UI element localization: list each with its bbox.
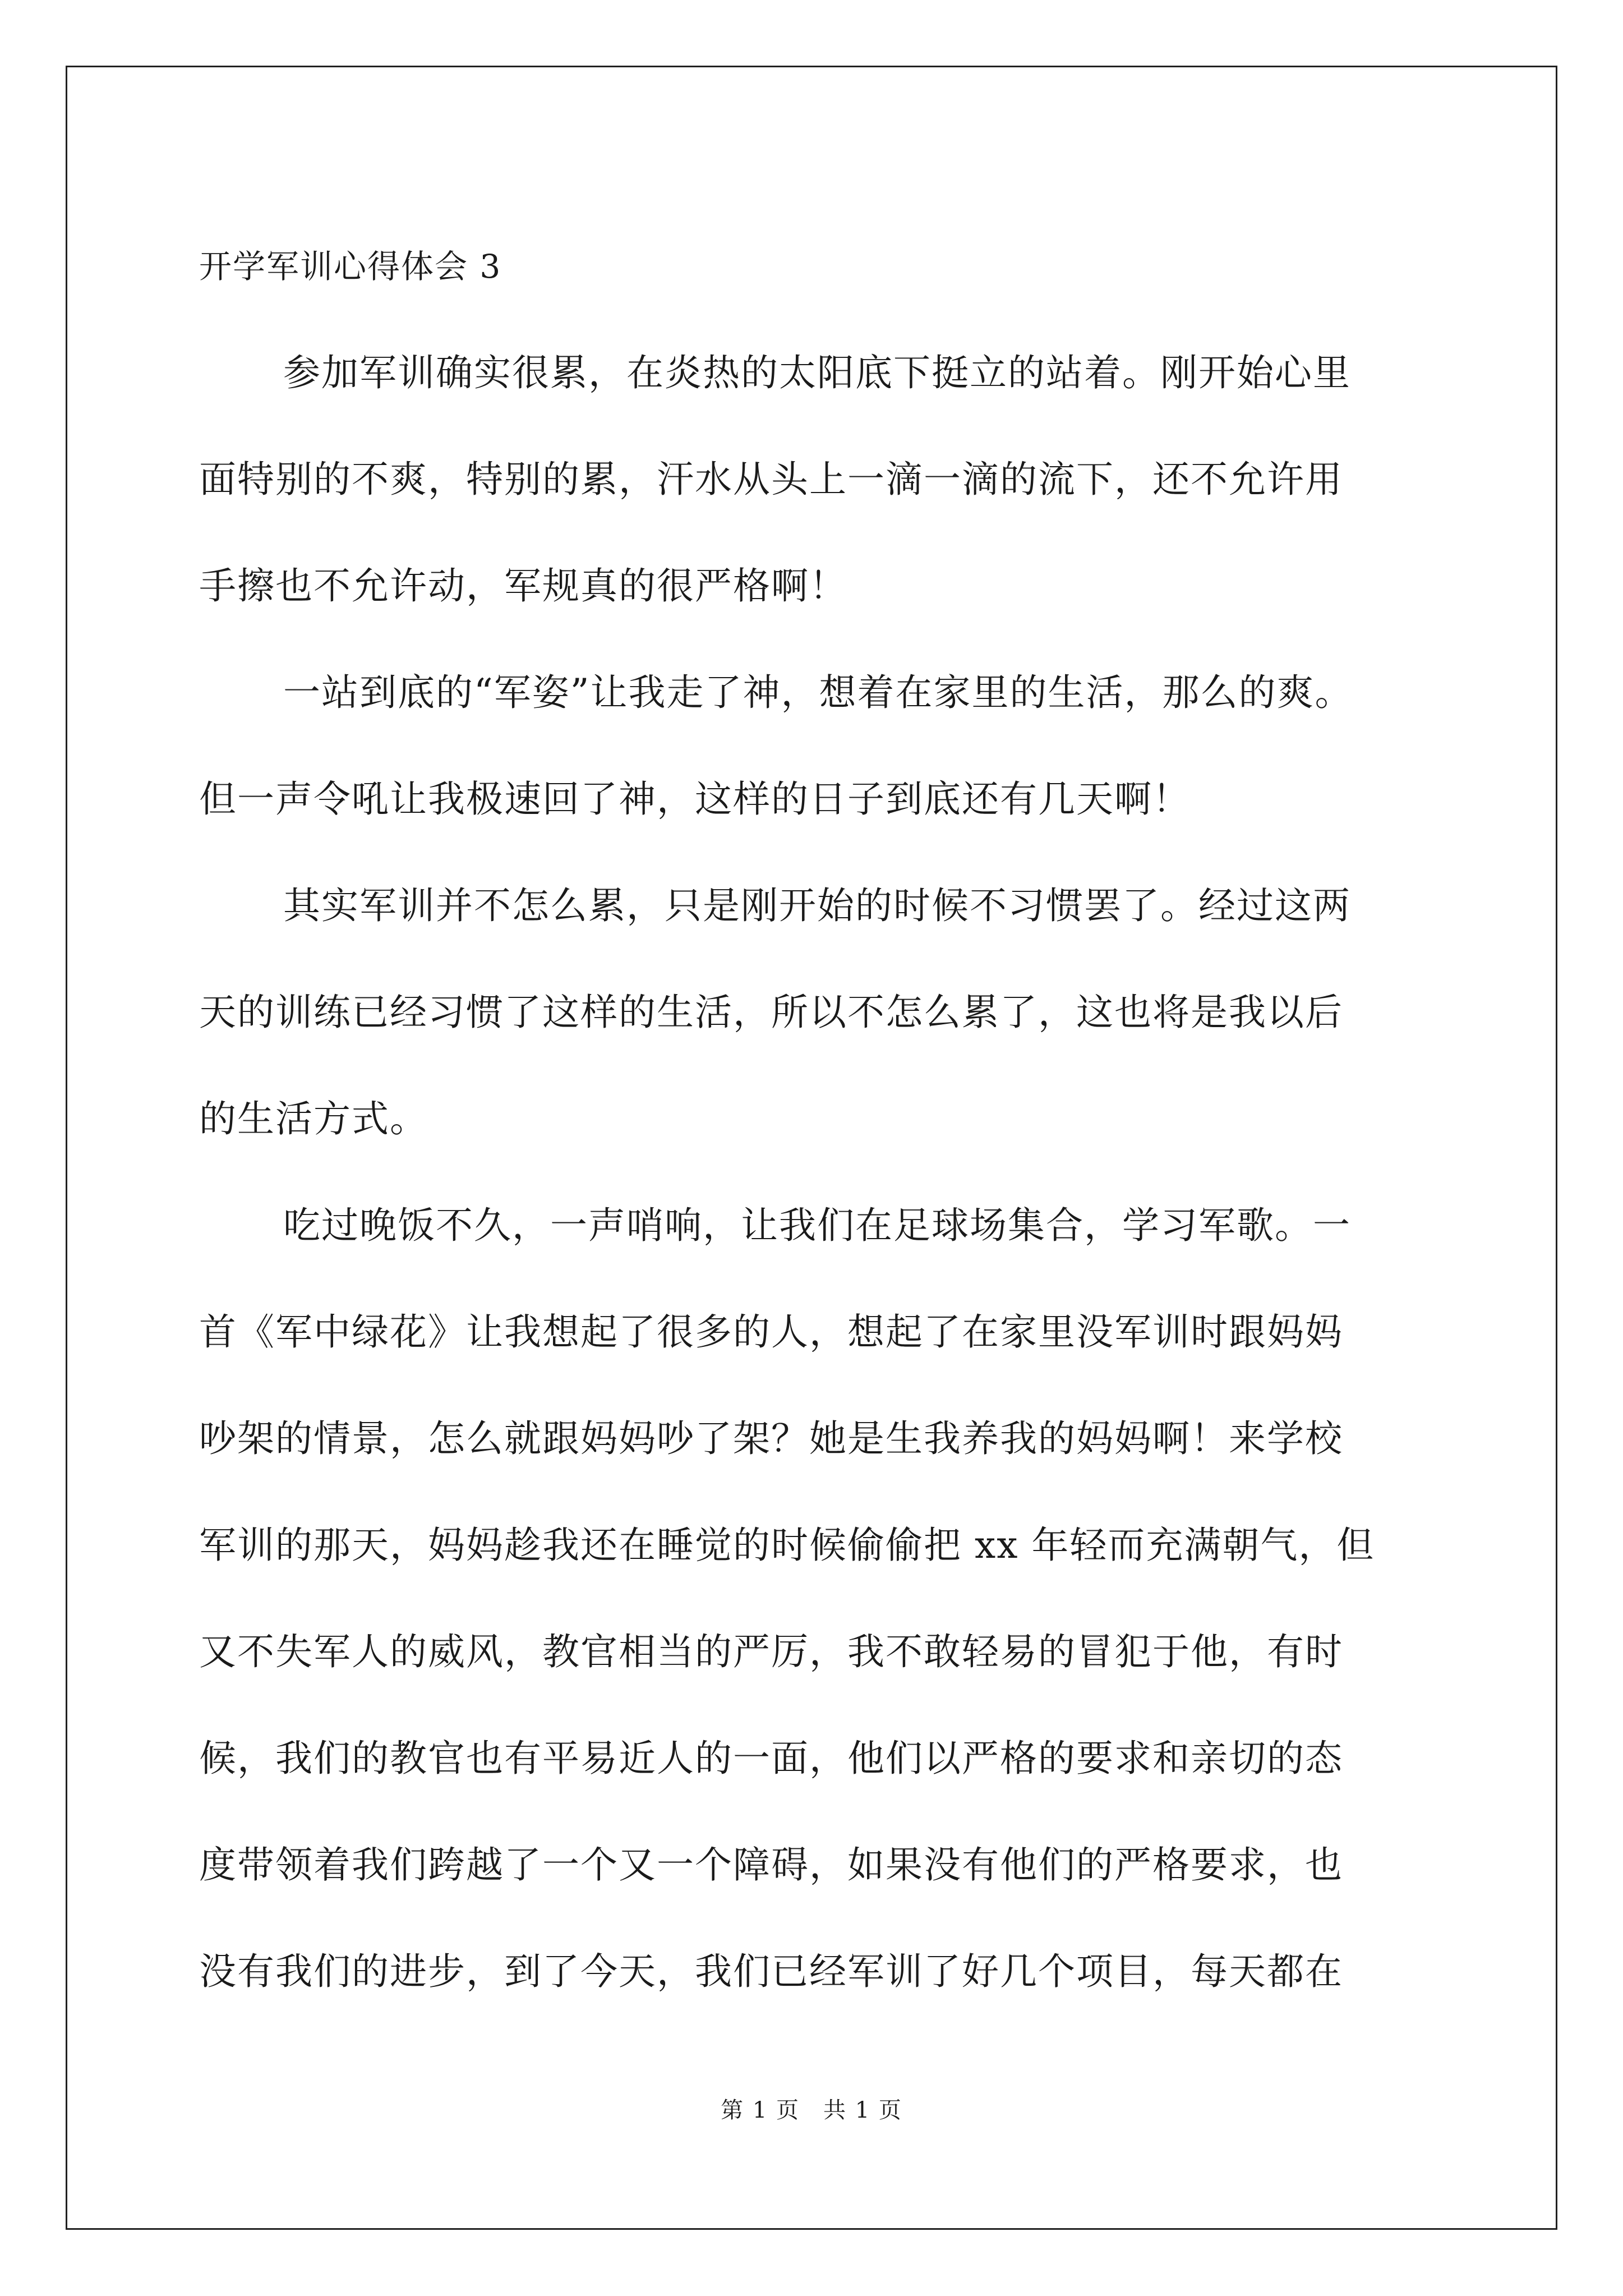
- paragraph-line: 候，我们的教官也有平易近人的一面，他们以严格的要求和亲切的态: [199, 1737, 1343, 1780]
- document-title: 开学军训心得体会 3: [199, 247, 502, 286]
- paragraph-line: 首《军中绿花》让我想起了很多的人，想起了在家里没军训时跟妈妈: [199, 1310, 1343, 1354]
- paragraph-line: 手擦也不允许动，军规真的很严格啊！: [199, 564, 847, 608]
- paragraph-1: [199, 320, 1433, 639]
- document-body: [199, 213, 1433, 2025]
- paragraph-line: 其实军训并不怎么累，只是刚开始的时候不习惯罢了。经过这两: [283, 884, 1351, 927]
- paragraph-line: 一站到底的“军姿”让我走了神，想着在家里的生活，那么的爽。: [283, 671, 1353, 714]
- paragraph-line: 没有我们的进步，到了今天，我们已经军训了好几个项目，每天都在: [199, 1950, 1343, 1993]
- paragraph-4: [199, 1172, 1433, 2025]
- paragraph-line: 的生活方式。: [199, 1097, 428, 1140]
- paragraph-line: 面特别的不爽，特别的累，汗水从头上一滴一滴的流下，还不允许用: [199, 458, 1343, 501]
- paragraph-line: 天的训练已经习惯了这样的生活，所以不怎么累了，这也将是我以后: [199, 991, 1343, 1034]
- paragraph-line: 又不失军人的威风，教官相当的严厉，我不敢轻易的冒犯于他，有时: [199, 1630, 1343, 1673]
- page-number-footer: 第 1 页 共 1 页: [721, 2097, 902, 2123]
- paragraph-line: 度带领着我们跨越了一个又一个障碍，如果没有他们的严格要求，也: [199, 1843, 1343, 1887]
- paragraph-3: [199, 853, 1433, 1172]
- paragraph-line: 吃过晚饭不久，一声哨响，让我们在足球场集合，学习军歌。一: [283, 1204, 1351, 1247]
- paragraph-line: 军训的那天，妈妈趁我还在睡觉的时候偷偷把 xx 年轻而充满朝气，但: [199, 1524, 1375, 1567]
- paragraph-line: 吵架的情景，怎么就跟妈妈吵了架？她是生我养我的妈妈啊！来学校: [199, 1417, 1343, 1460]
- paragraph-2: [199, 639, 1433, 853]
- paragraph-line: 参加军训确实很累，在炎热的太阳底下挺立的站着。刚开始心里: [283, 351, 1351, 394]
- paragraph-line: 但一声令吼让我极速回了神，这样的日子到底还有几天啊！: [199, 777, 1191, 821]
